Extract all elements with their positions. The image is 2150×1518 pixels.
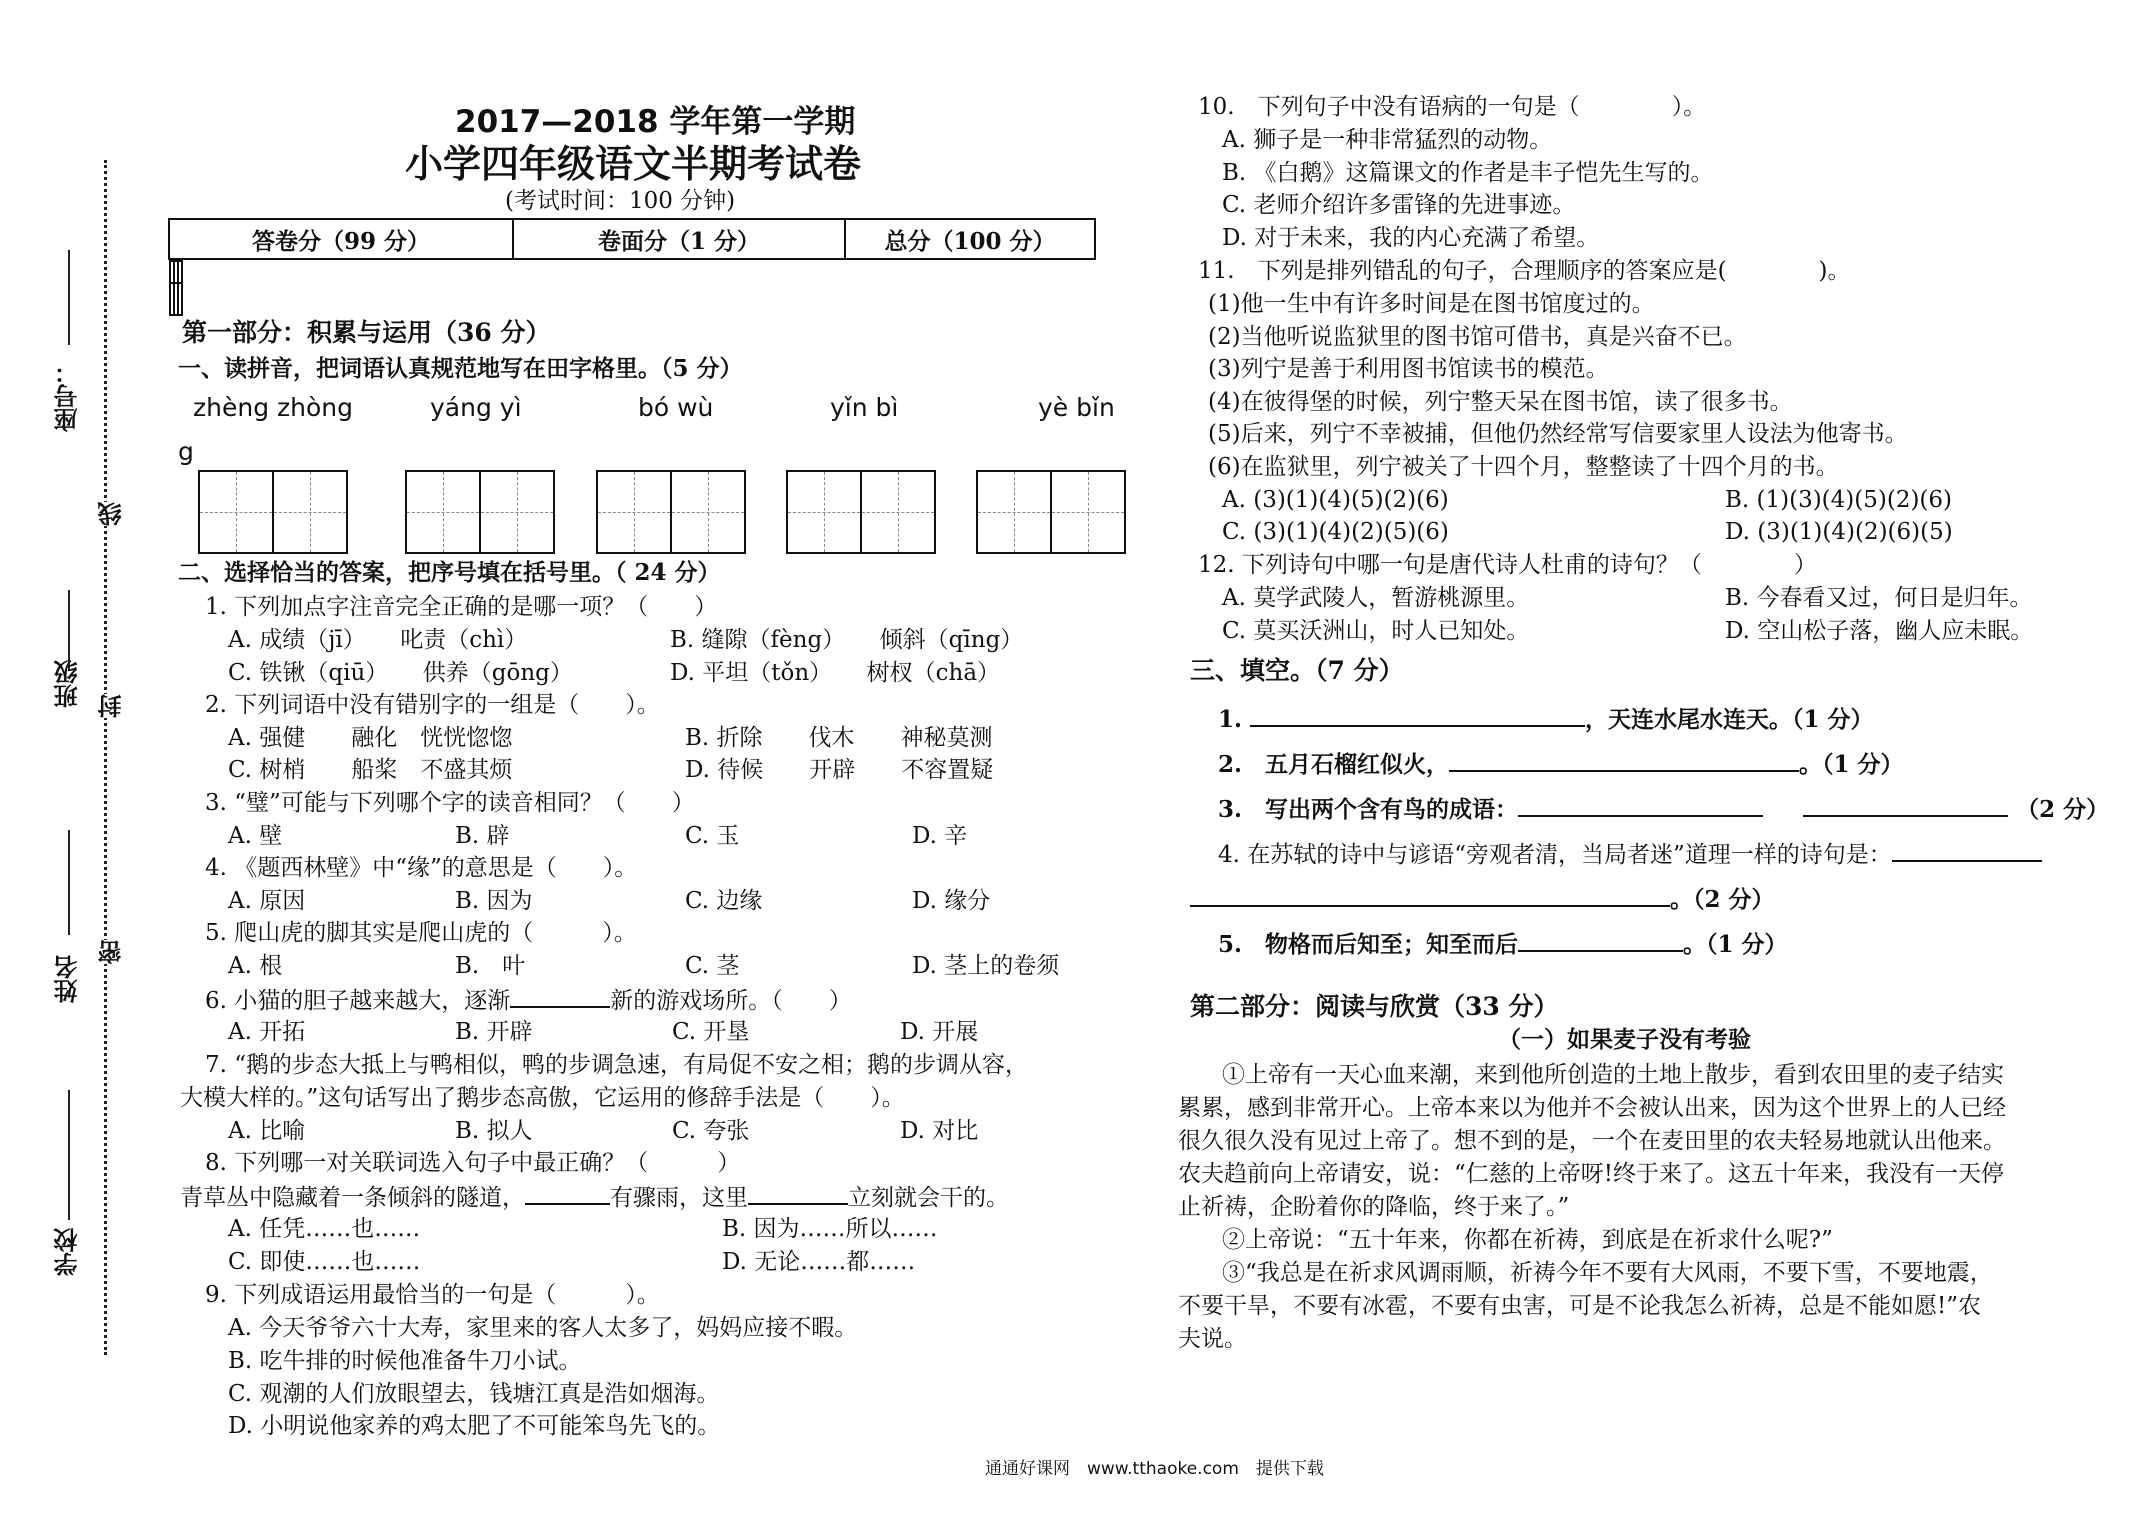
q8-option-d: D. 无论……都…… — [722, 1249, 916, 1275]
q10-option-b: B. 《白鹅》这篇课文的作者是丰子恺先生写的。 — [1222, 160, 1714, 186]
reading-p1-line5: 止祈祷，企盼着你的降临，终于来了。” — [1178, 1194, 1570, 1220]
q1-option-c: C. 铁锹（qiū） 供养（gōng） — [228, 660, 573, 686]
seal-mark: 封 — [94, 694, 129, 718]
fill-4-score: 。（2 分） — [1670, 886, 1775, 913]
q6-blank[interactable] — [510, 984, 610, 1008]
score-cell-total[interactable] — [178, 261, 182, 315]
fill-4-line1 — [1218, 838, 2042, 870]
q11-option-b: B. (1)(3)(4)(5)(2)(6) — [1725, 487, 1953, 513]
q6-option-d: D. 开展 — [900, 1019, 979, 1045]
school-label: 学校 — [53, 1228, 82, 1276]
q8-sentence-post: 立刻就会干的。 — [848, 1185, 1009, 1211]
exam-term: 2017—2018 学年第一学期 — [455, 104, 856, 140]
q6-stem — [205, 984, 852, 1016]
school-blank — [68, 1090, 70, 1220]
q1-option-d: D. 平坦（tǒn） 树杈（chā） — [670, 660, 1001, 686]
pinyin-5: yè bǐn — [1038, 393, 1115, 422]
q2-option-c: C. 树梢 船桨 不盛其烦 — [228, 757, 513, 783]
tianzige-2[interactable] — [405, 470, 555, 554]
q10-stem: 10. 下列句子中没有语病的一句是（ ）。 — [1198, 94, 1707, 120]
line-mark: 线 — [94, 502, 129, 526]
q5-option-a: A. 根 — [228, 953, 283, 979]
q11-sentence-2: (2)当他听说监狱里的图书馆可借书，真是兴奋不已。 — [1208, 324, 1747, 350]
q11-sentence-4: (4)在彼得堡的时候，列宁整天呆在图书馆，读了很多书。 — [1208, 389, 1793, 415]
q10-option-a: A. 狮子是一种非常猛烈的动物。 — [1222, 127, 1553, 153]
q12-option-a: A. 莫学武陵人，暂游桃源里。 — [1222, 585, 1530, 611]
reading-p1-line1: ①上帝有一天心血来潮，来到他所创造的土地上散步，看到农田里的麦子结实 — [1222, 1062, 2004, 1088]
fill-1-blank[interactable] — [1250, 703, 1585, 727]
reading-p3-line1: ③“我总是在祈求风调雨顺，祈祷今年不要有大风雨，不要下雪，不要地震， — [1222, 1260, 1993, 1286]
q9-option-a: A. 今天爷爷六十大寿，家里来的客人太多了，妈妈应接不暇。 — [228, 1315, 858, 1341]
q11-stem: 11. 下列是排列错乱的句子，合理顺序的答案应是( )。 — [1198, 258, 1851, 284]
q11-sentence-6: (6)在监狱里，列宁被关了十四个月，整整读了十四个月的书。 — [1208, 454, 1839, 480]
q6-option-a: A. 开拓 — [228, 1019, 306, 1045]
q7-stem-line1: 7. “鹅的步态大抵上与鸭相似，鸭的步调急速，有局促不安之相；鹅的步调从容， — [205, 1052, 1029, 1078]
fill-4-blank-2[interactable] — [1190, 883, 1670, 907]
secret-mark: 密 — [94, 940, 129, 964]
class-blank — [68, 590, 70, 670]
section2-title: 二、选择恰当的答案，把序号填在括号里。（ 24 分） — [178, 559, 721, 586]
q11-sentence-3: (3)列宁是善于利用图书馆读书的模范。 — [1208, 356, 1609, 382]
q5-option-d: D. 茎上的卷须 — [912, 953, 1060, 979]
fill-4-text: 4. 在苏轼的诗中与谚语“旁观者清，当局者迷”道理一样的诗句是： — [1218, 842, 1892, 868]
score-col-neatness: 卷面分（1 分） — [513, 219, 845, 259]
q11-option-c: C. (3)(1)(4)(2)(5)(6) — [1222, 519, 1449, 545]
pinyin-2: yáng yì — [430, 393, 522, 422]
q5-option-b: B. 叶 — [455, 953, 526, 979]
q8-sentence-pre: 青草丛中隐藏着一条倾斜的隧道， — [180, 1185, 525, 1211]
q5-stem: 5. 爬山虎的脚其实是爬山虎的（ ）。 — [205, 920, 637, 946]
reading-p2: ②上帝说：“五十年来，你都在祈祷，到底是在祈求什么呢?” — [1222, 1227, 1833, 1253]
q6-stem-post: 新的游戏场所。（ ） — [610, 988, 852, 1014]
q4-stem: 4. 《题西林壁》中“缘”的意思是（ ）。 — [205, 855, 638, 881]
name-blank — [68, 830, 70, 935]
q7-option-c: C. 夸张 — [672, 1118, 750, 1144]
section1-title: 一、读拼音，把词语认真规范地写在田字格里。（5 分） — [178, 355, 743, 382]
q11-sentence-5: (5)后来，列宁不幸被捕，但他仍然经常写信要家里人设法为他寄书。 — [1208, 421, 1908, 447]
reading-p3-line2: 不要干旱，不要有冰雹，不要有虫害，可是不论我怎么祈祷，总是不能如愿!”农 — [1178, 1293, 1982, 1319]
exam-time: (考试时间：100 分钟) — [505, 188, 736, 214]
q11-option-d: D. (3)(1)(4)(2)(6)(5) — [1725, 519, 1953, 545]
fill-3-score: （2 分） — [2016, 796, 2110, 823]
q9-option-b: B. 吃牛排的时候他准备牛刀小试。 — [228, 1348, 582, 1374]
q11-option-a: A. (3)(1)(4)(5)(2)(6) — [1222, 487, 1449, 513]
fill-4-line2 — [1190, 883, 1775, 915]
q7-option-a: A. 比喻 — [228, 1118, 306, 1144]
fill-4-blank-1[interactable] — [1892, 838, 2042, 862]
reading-title: （一）如果麦子没有考验 — [1498, 1026, 1751, 1053]
q2-option-b: B. 折除 伐木 神秘莫测 — [685, 725, 993, 751]
q12-option-d: D. 空山松子落，幽人应未眠。 — [1725, 618, 2034, 644]
exam-title: 小学四年级语文半期考试卷 — [405, 142, 862, 186]
score-col-answers: 答卷分（99 分） — [169, 219, 513, 259]
reading-p1-line4: 农夫趋前向上帝请安，说：“仁慈的上帝呀!终于来了。这五十年来，我没有一天停 — [1178, 1161, 2005, 1187]
q3-option-a: A. 壁 — [228, 823, 283, 849]
q10-option-c: C. 老师介绍许多雷锋的先进事迹。 — [1222, 192, 1576, 218]
fill-3-text: 3. 写出两个含有鸟的成语： — [1218, 796, 1519, 823]
section3-title: 三、填空。（7 分） — [1190, 656, 1404, 685]
fill-5 — [1218, 928, 1788, 960]
q9-stem: 9. 下列成语运用最恰当的一句是（ ）。 — [205, 1282, 660, 1308]
q1-option-b: B. 缝隙（fèng） 倾斜（qīng） — [670, 627, 1024, 653]
part2-title: 第二部分：阅读与欣赏（33 分） — [1190, 992, 1559, 1021]
q10-option-d: D. 对于未来，我的内心充满了希望。 — [1222, 225, 1600, 251]
q8-sentence-mid: 有骤雨，这里 — [610, 1185, 748, 1211]
q5-option-c: C. 茎 — [685, 953, 740, 979]
fill-1 — [1218, 703, 1874, 735]
q4-option-c: C. 边缘 — [685, 888, 763, 914]
q9-option-c: C. 观潮的人们放眼望去，钱塘江真是浩如烟海。 — [228, 1381, 720, 1407]
tianzige-1[interactable] — [198, 470, 348, 554]
q2-option-d: D. 待候 开辟 不容置疑 — [685, 757, 994, 783]
q12-option-b: B. 今春看又过，何日是归年。 — [1725, 585, 2033, 611]
q3-stem: 3. “璧”可能与下列哪个字的读音相同？（ ） — [205, 790, 695, 816]
q2-option-a: A. 强健 融化 恍恍惚惚 — [228, 725, 513, 751]
fill-3-blank-2[interactable] — [1803, 793, 2008, 817]
q8-blank-2[interactable] — [748, 1181, 848, 1205]
pinyin-1: zhèng zhòng — [193, 393, 353, 422]
fill-3-blank-1[interactable] — [1518, 793, 1763, 817]
pinyin-4: yǐn bì — [830, 393, 899, 422]
tianzige-4[interactable] — [786, 470, 936, 554]
reading-p1-line3: 很久很久没有见过上帝了。想不到的是，一个在麦田里的农夫轻易地就认出他来。 — [1178, 1128, 2006, 1154]
q9-option-d: D. 小明说他家养的鸡太肥了不可能笨鸟先飞的。 — [228, 1413, 721, 1439]
fill-1-num: 1. — [1218, 706, 1243, 733]
binding-dotted-line — [104, 160, 107, 1355]
pinyin-3: bó wù — [638, 393, 714, 422]
q2-stem: 2. 下列词语中没有错别字的一组是（ ）。 — [205, 692, 660, 718]
fill-2-text: 2. 五月石榴红似火， — [1218, 751, 1450, 778]
q6-option-b: B. 开辟 — [455, 1019, 533, 1045]
pinyin-wrap: g — [178, 437, 194, 466]
q7-option-b: B. 拟人 — [455, 1118, 533, 1144]
seat-label: 座号： — [53, 360, 82, 432]
q8-option-c: C. 即使……也…… — [228, 1249, 421, 1275]
q3-option-b: B. 辟 — [455, 823, 510, 849]
fill-5-text: 5. 物格而后知至；知至而后 — [1218, 931, 1519, 958]
fill-2 — [1218, 748, 1904, 780]
tianzige-5[interactable] — [976, 470, 1126, 554]
q6-stem-pre: 6. 小猫的胆子越来越大，逐渐 — [205, 988, 511, 1014]
reading-p1-line2: 累累，感到非常开心。上帝本来以为他并不会被认出来，因为这个世界上的人已经 — [1178, 1095, 2006, 1121]
fill-3 — [1218, 793, 2109, 825]
seat-blank — [68, 250, 70, 345]
score-table — [168, 218, 1096, 290]
fill-1-text: ，天连水尾水连天。（1 分） — [1585, 706, 1874, 733]
tianzige-3[interactable] — [596, 470, 746, 554]
fill-5-blank[interactable] — [1518, 928, 1683, 952]
q12-option-c: C. 莫买沃洲山，时人已知处。 — [1222, 618, 1530, 644]
q8-option-b: B. 因为……所以…… — [722, 1216, 938, 1242]
q11-sentence-1: (1)他一生中有许多时间是在图书馆度过的。 — [1208, 291, 1655, 317]
q3-option-d: D. 辛 — [912, 823, 968, 849]
q4-option-b: B. 因为 — [455, 888, 533, 914]
q7-stem-line2: 大模大样的。”这句话写出了鹅步态高傲，它运用的修辞手法是（ ）。 — [180, 1085, 905, 1111]
q7-option-d: D. 对比 — [900, 1118, 979, 1144]
q8-option-a: A. 任凭……也…… — [228, 1216, 421, 1242]
q8-sentence — [180, 1181, 1009, 1213]
fill-2-blank[interactable] — [1449, 748, 1799, 772]
q6-option-c: C. 开垦 — [672, 1019, 750, 1045]
reading-p3-line3: 夫说。 — [1178, 1326, 1247, 1352]
q1-option-a: A. 成绩（jī） 叱责（chì） — [228, 627, 528, 653]
class-label: 班级 — [53, 660, 82, 708]
part1-title: 第一部分：积累与运用（36 分） — [182, 318, 551, 347]
q8-stem: 8. 下列哪一对关联词选入句子中最正确？（ ） — [205, 1150, 741, 1176]
score-col-total: 总分（100 分） — [845, 219, 1095, 259]
q12-stem: 12. 下列诗句中哪一句是唐代诗人杜甫的诗句？（ ） — [1198, 552, 1817, 578]
fill-2-score: 。（1 分） — [1799, 751, 1904, 778]
q1-stem: 1. 下列加点字注音完全正确的是哪一项？（ ） — [205, 594, 718, 620]
footer-credit: 通通好课网 www.tthaoke.com 提供下载 — [985, 1459, 1324, 1479]
name-label: 姓名 — [53, 955, 82, 1003]
q4-option-a: A. 原因 — [228, 888, 306, 914]
q8-blank-1[interactable] — [525, 1181, 610, 1205]
q4-option-d: D. 缘分 — [912, 888, 991, 914]
fill-5-score: 。（1 分） — [1683, 931, 1788, 958]
q3-option-c: C. 玉 — [685, 823, 740, 849]
